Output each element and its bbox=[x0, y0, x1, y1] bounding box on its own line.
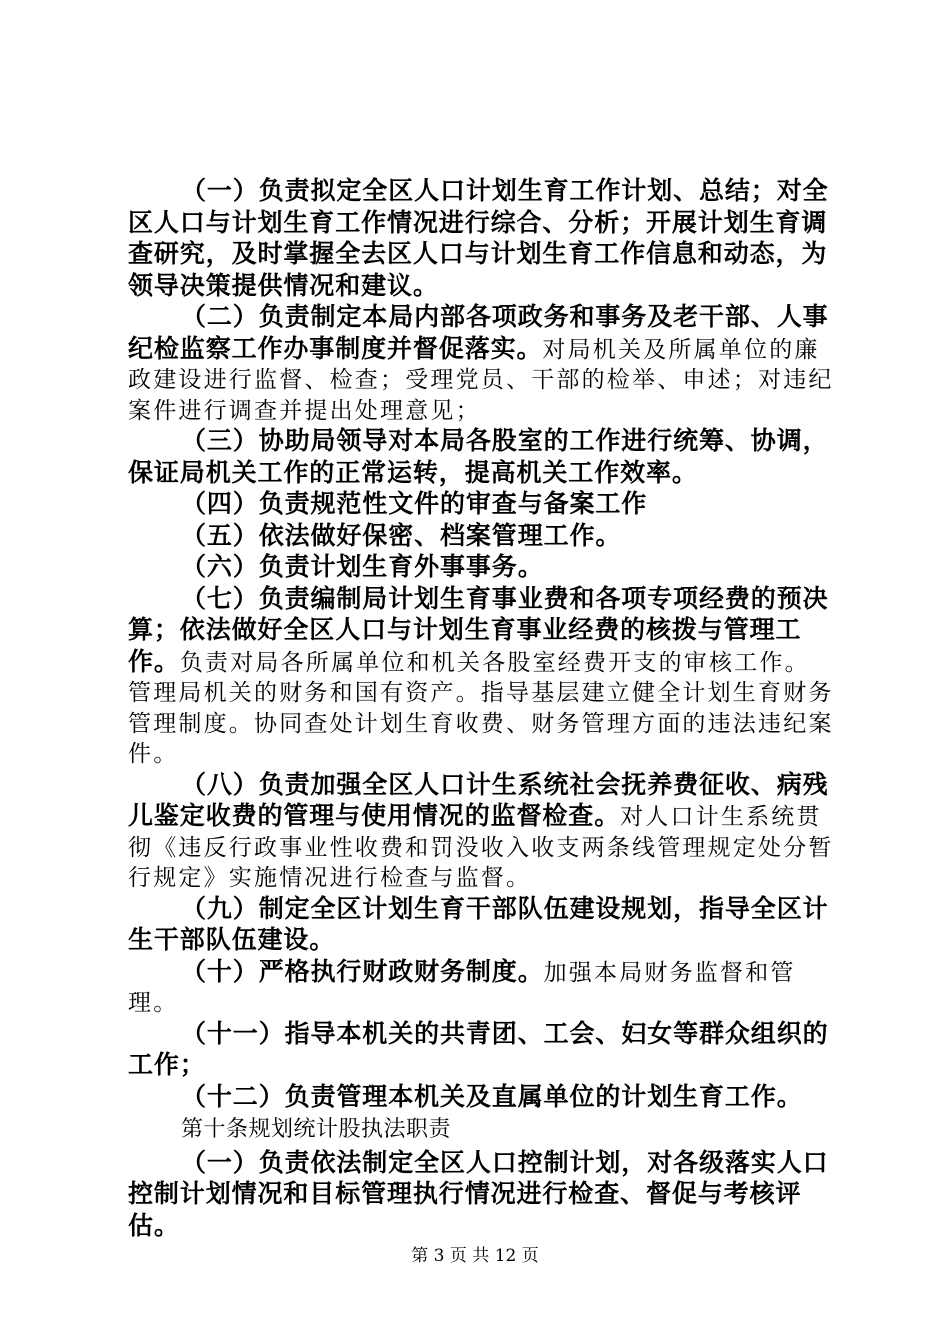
paragraph-10-light: 加强本局财务监督和管理。 bbox=[128, 959, 796, 1016]
paragraph-2 bbox=[128, 302, 834, 426]
last-paragraph-bold: （一）负责依法制定全区人口控制计划，对各级落实人口控制计划情况和目标管理执行情况进行检查、督促与考核评估。 bbox=[128, 1147, 829, 1240]
paragraph-3-bold: （三）协助局领导对本局各股室的工作进行统筹、协调，保证局机关工作的正常运转，提高机关工作效率。 bbox=[128, 426, 829, 487]
paragraph-2-light: 对局机关及所属单位的廉政建设进行监督、检查；受理党员、干部的检举、申述；对违纪案件进行调查并提出处理意见； bbox=[128, 336, 834, 424]
paragraph-1-bold: （一）负责拟定全区人口计划生育工作计划、总结；对全区人口与计划生育工作情况进行综合、分析；开展计划生育调查研究，及时掌握全去区人口与计划生育工作信息和动态，为领导决策提供情况和建议。 bbox=[128, 176, 829, 300]
paragraph-1 bbox=[128, 176, 834, 302]
page-footer: 第 3 页 共 12 页 bbox=[411, 1246, 539, 1266]
paragraph-7-bold: （七）负责编制局计划生育事业费和各项专项经费的预决算；依法做好全区人口与计划生育事业经费的核拨与管理工作。 bbox=[128, 583, 829, 676]
paragraph-9 bbox=[128, 894, 834, 957]
paragraph-6-bold: （六）负责计划生育外事事务。 bbox=[181, 552, 544, 581]
paragraph-10 bbox=[128, 957, 834, 1019]
paragraph-3 bbox=[128, 426, 834, 489]
paragraph-4-bold: （四）负责规范性文件的审查与备案工作 bbox=[181, 489, 648, 518]
paragraph-12-bold: （十二）负责管理本机关及直属单位的计划生育工作。 bbox=[181, 1081, 803, 1111]
paragraph-11-bold: （十一）指导本机关的共青团、工会、妇女等群众组织的工作； bbox=[128, 1018, 829, 1079]
paragraph-5-bold: （五）依法做好保密、档案管理工作。 bbox=[181, 520, 622, 550]
paragraph-7 bbox=[128, 584, 834, 770]
paragraph-6 bbox=[128, 552, 834, 584]
last-paragraph bbox=[128, 1148, 834, 1243]
paragraph-4 bbox=[128, 489, 834, 521]
document-body bbox=[128, 176, 834, 1242]
paragraph-7-light: 负责对局各所属单位和机关各股室经费开支的审核工作。管理局机关的财务和国有资产。指导基层建立健全计划生育财务管理制度。协同查处计划生育收费、财务管理方面的违法违纪案件。 bbox=[128, 649, 834, 767]
paragraph-2-bold: （二）负责制定本局内部各项政务和事务及老干部、人事纪检监察工作办事制度并督促落实。 bbox=[128, 302, 829, 363]
paragraph-5 bbox=[128, 521, 834, 553]
paragraph-12 bbox=[128, 1082, 834, 1114]
paragraph-8 bbox=[128, 770, 834, 894]
section-heading: 第十条规划统计股执法职责 bbox=[181, 1117, 452, 1142]
paragraph-9-bold: （九）制定全区计划生育干部队伍建设规划，指导全区计生干部队伍建设。 bbox=[128, 893, 829, 954]
paragraph-8-bold: （八）负责加强全区人口计生系统社会抚养费征收、病残儿鉴定收费的管理与使用情况的监督检查。 bbox=[128, 769, 829, 830]
paragraph-11 bbox=[128, 1019, 834, 1082]
paragraph-10-bold: （十）严格执行财政财务制度。 bbox=[181, 956, 544, 986]
paragraph-8-light: 对人口计生系统贯彻《违反行政事业性收费和罚没收入收支两条线管理规定处分暂行规定》实施情况进行检查与监督。 bbox=[128, 804, 834, 891]
